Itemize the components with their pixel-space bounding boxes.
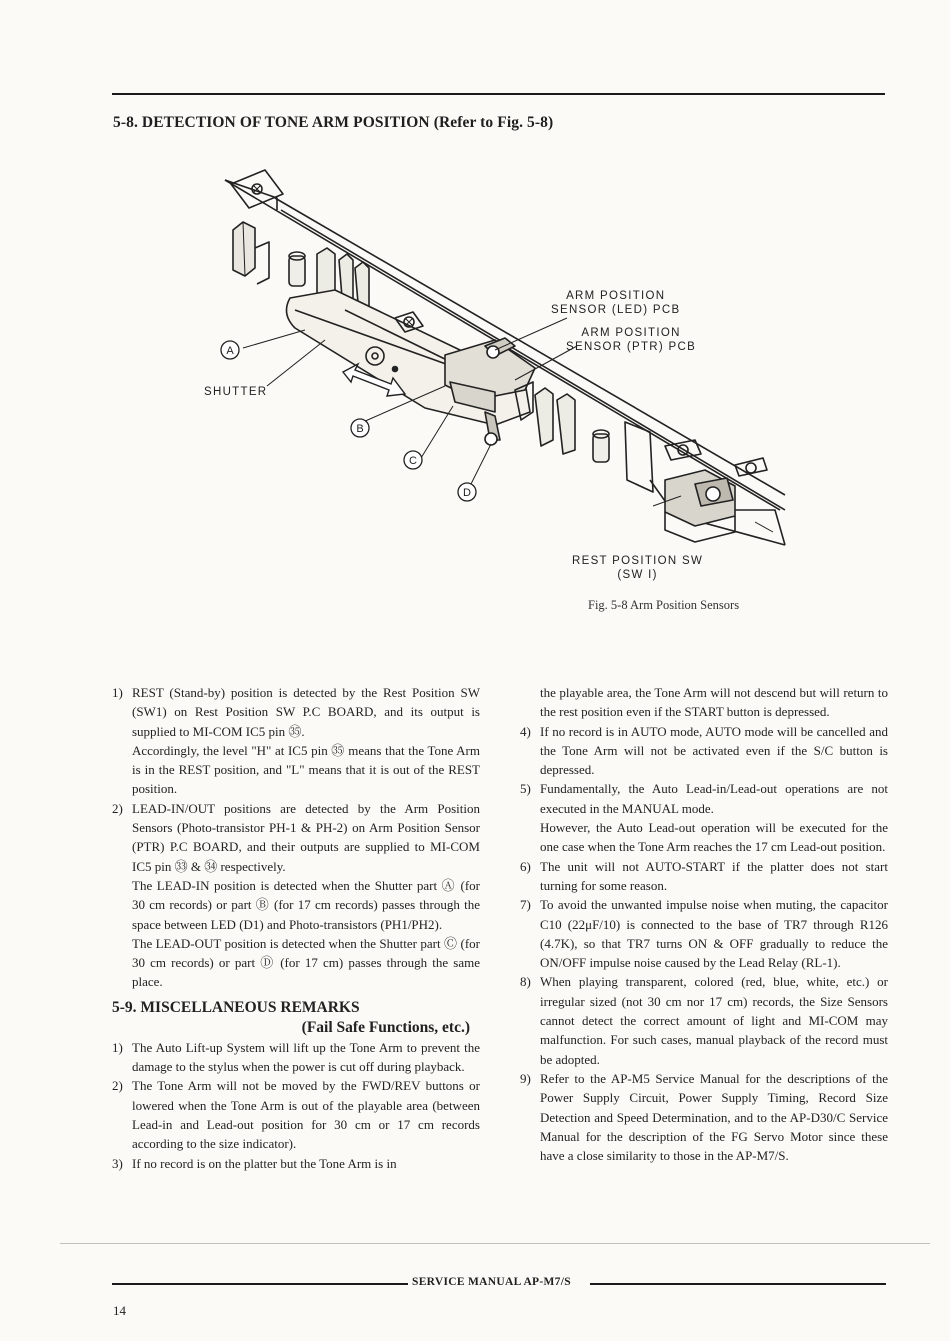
list-item: 9) Refer to the AP-M5 Service Manual for the descriptions of the Power Supply Circuit, Power Supply Timing, Record Size Detection and Speed Determination, and to the AP-D30/C Service Manual for the description of the FG Servo Motor since these have a close similarity to those in the AP-M7/S. (520, 1070, 888, 1164)
list-item: 2) The Tone Arm will not be moved by the FWD/REV buttons or lowered when the Tone Arm is out of the playable area (between Lead-in and Lead-out position for 30 cm or 17 cm records according to the size indicator). (112, 1078, 480, 1152)
list-item: 2) LEAD-IN/OUT positions are detected by the Arm Position Sensors (Photo-transistor PH-1 & PH-2) on Arm Position Sensor (PTR) P.C BOARD, and their outputs are supplied to MI-COM IC5 pin ㉝ & ㉞ respectively. The LEAD-IN position is detected when the Shutter part Ⓐ (for 30 cm records) or part Ⓑ (for 17 cm records) passes through the space between LED (D1) and Photo-transistors (PH1/PH2). The LEAD-OUT position is detected when the Shutter part Ⓒ (for 30 cm records) or part Ⓓ (for 17 cm) passes through the same place. (112, 800, 480, 990)
label-rest-sw: REST POSITION SW (SW I) (572, 555, 704, 581)
figure-caption: Fig. 5-8 Arm Position Sensors (588, 598, 740, 612)
list-item: 6) The unit will not AUTO-START if the platter does not start turning for some reason. (520, 858, 888, 893)
marker-d-label: D (463, 487, 471, 499)
marker-a-label: A (226, 345, 234, 357)
list-item: 8) When playing transparent, colored (red, blue, white, etc.) or irregular sized (not 30 cm nor 17 cm) records, the Size Sensors cannot detect the correct amount of light and MI-COM may malfunction. For such cases, manual playback of the record must be adopted. (520, 974, 888, 1067)
list-item-continuation: the playable area, the Tone Arm will not descend but will return to the rest position even if the START button is depressed. (540, 685, 888, 720)
marker-c-label: C (409, 455, 417, 467)
label-ptr-pcb: ARM POSITION SENSOR (PTR) PCB (566, 327, 697, 353)
page-number: 14 (113, 1303, 126, 1318)
right-column (520, 683, 888, 1165)
section-heading (113, 114, 553, 132)
list-item: 5) Fundamentally, the Auto Lead-in/Lead-out operations are not executed in the MANUAL mode. However, the Auto Lead-out operation will be executed for the one case when the Tone Arm reaches the 17 cm Lead-out position. (520, 781, 888, 855)
section-subheading-failsafe: (Fail Safe Functions, etc.) (301, 1018, 470, 1036)
list-item: 4) If no record is in AUTO mode, AUTO mode will be cancelled and the Tone Arm will not be activated even if the S/C button is depressed. (520, 723, 888, 778)
section-number: 5-8. (113, 114, 138, 131)
footer-manual-title: SERVICE MANUAL AP-M7/S (412, 1276, 571, 1288)
section-title: DETECTION OF TONE ARM POSITION (141, 114, 430, 131)
list-item: 7) To avoid the unwanted impulse noise when muting, the capacitor C10 (22μF/10) is connected to the base of TR7 through R126 (4.7K), so that TR7 turns ON & OFF gradually to reduce the ON/OFF impulse noise caused by the Lead Relay (RL-1). (520, 897, 888, 971)
marker-b-label: B (356, 423, 364, 435)
footer-rule-right (590, 1283, 886, 1285)
top-rule (112, 93, 885, 95)
list-item: 1) REST (Stand-by) position is detected by the Rest Position SW (SW1) on Rest Position SW P.C BOARD, and its output is supplied to MI-COM IC5 pin ㉟. Accordingly, the level "H" at IC5 pin ㉟ means that the Tone Arm is in the REST position, and "L" means that it is out of the REST position. (112, 685, 480, 797)
left-column (112, 683, 480, 1173)
label-shutter: SHUTTER (204, 386, 268, 398)
list-item: 3) If no record is on the platter but the Tone Arm is in (112, 1155, 397, 1171)
footer-rule-left (112, 1283, 408, 1285)
scan-line (60, 1243, 930, 1244)
section-figure-ref: (Refer to Fig. 5-8) (433, 114, 554, 131)
section-heading-misc: 5-9. MISCELLANEOUS REMARKS (112, 998, 360, 1016)
list-item: 1) The Auto Lift-up System will lift up the Tone Arm to prevent the damage to the stylus when the power is cut off during playback. (112, 1039, 480, 1075)
arm-position-sensor-diagram (195, 150, 795, 590)
label-led-pcb: ARM POSITION SENSOR (LED) PCB (551, 290, 681, 316)
